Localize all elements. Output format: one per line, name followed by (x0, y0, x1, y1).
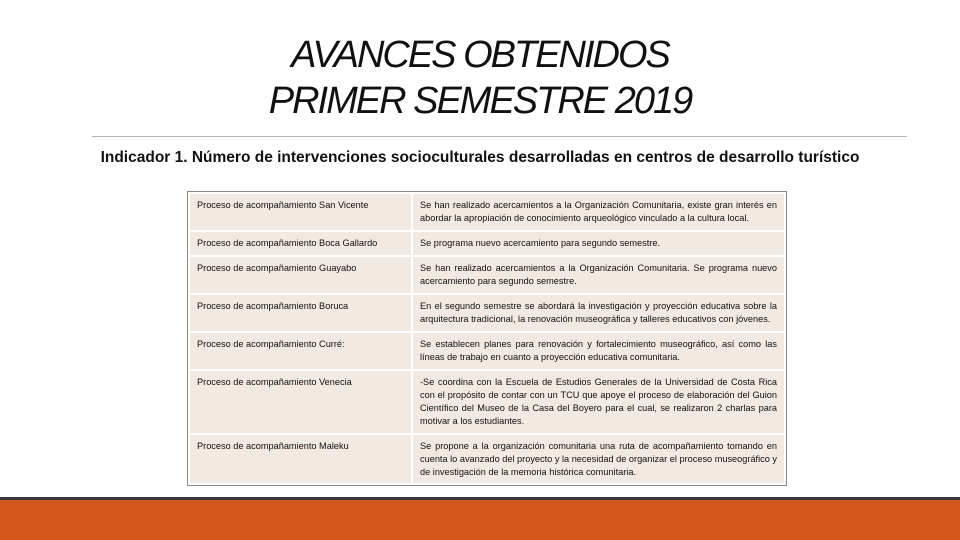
detail-cell: Se programa nuevo acercamiento para segundo semestre. (412, 231, 785, 256)
detail-cell: Se propone a la organización comunitaria una ruta de acompañamiento tomando en cuenta lo avanzado del proyecto y la necesidad de organizar el proceso museográfico y de investigación de la memoria histórica comunitaria. (412, 434, 785, 484)
table-row (189, 256, 785, 294)
footer-accent-bar (0, 500, 960, 540)
detail-cell: Se han realizado acercamientos a la Organización Comunitaria. Se programa nuevo acercamiento para segundo semestre. (412, 256, 785, 294)
title-line-1: AVANCES OBTENIDOS (291, 34, 669, 76)
slide-title (0, 32, 960, 124)
title-line-2: PRIMER SEMESTRE 2019 (268, 80, 692, 122)
process-cell: Proceso de acompañamiento Curré: (189, 332, 412, 370)
detail-cell: En el segundo semestre se abordará la investigación y proyección educativa sobre la arquitectura tradicional, la renovación museográfica y talleres educativos con jóvenes. (412, 294, 785, 332)
table-row (189, 193, 785, 231)
detail-cell: Se han realizado acercamientos a la Organización Comunitaria, existe gran interés en abordar la apropiación de conocimiento arqueológico vinculado a la cultura local. (412, 193, 785, 231)
process-cell: Proceso de acompañamiento Boca Gallardo (189, 231, 412, 256)
table-row (189, 434, 785, 484)
process-cell: Proceso de acompañamiento Boruca (189, 294, 412, 332)
table-row (189, 370, 785, 434)
detail-cell: -Se coordina con la Escuela de Estudios Generales de la Universidad de Costa Rica con el propósito de contar con un TCU que apoye el proceso de elaboración del Guion Científico del Museo de la Casa del Boyero para el cual, se realizaron 2 charlas para motivar a los estudiantes. (412, 370, 785, 434)
progress-table (188, 192, 786, 485)
title-divider (92, 136, 907, 137)
table-row (189, 332, 785, 370)
process-cell: Proceso de acompañamiento Venecia (189, 370, 412, 434)
indicator-subtitle: Indicador 1. Número de intervenciones socioculturales desarrolladas en centros de desarrollo turístico (100, 149, 860, 166)
detail-cell: Se establecen planes para renovación y fortalecimiento museográfico, así como las líneas de trabajo en cuanto a proyección educativa comunitaria. (412, 332, 785, 370)
process-cell: Proceso de acompañamiento Guayabo (189, 256, 412, 294)
table-row (189, 294, 785, 332)
table-row (189, 231, 785, 256)
process-cell: Proceso de acompañamiento Maleku (189, 434, 412, 484)
process-cell: Proceso de acompañamiento San Vicente (189, 193, 412, 231)
